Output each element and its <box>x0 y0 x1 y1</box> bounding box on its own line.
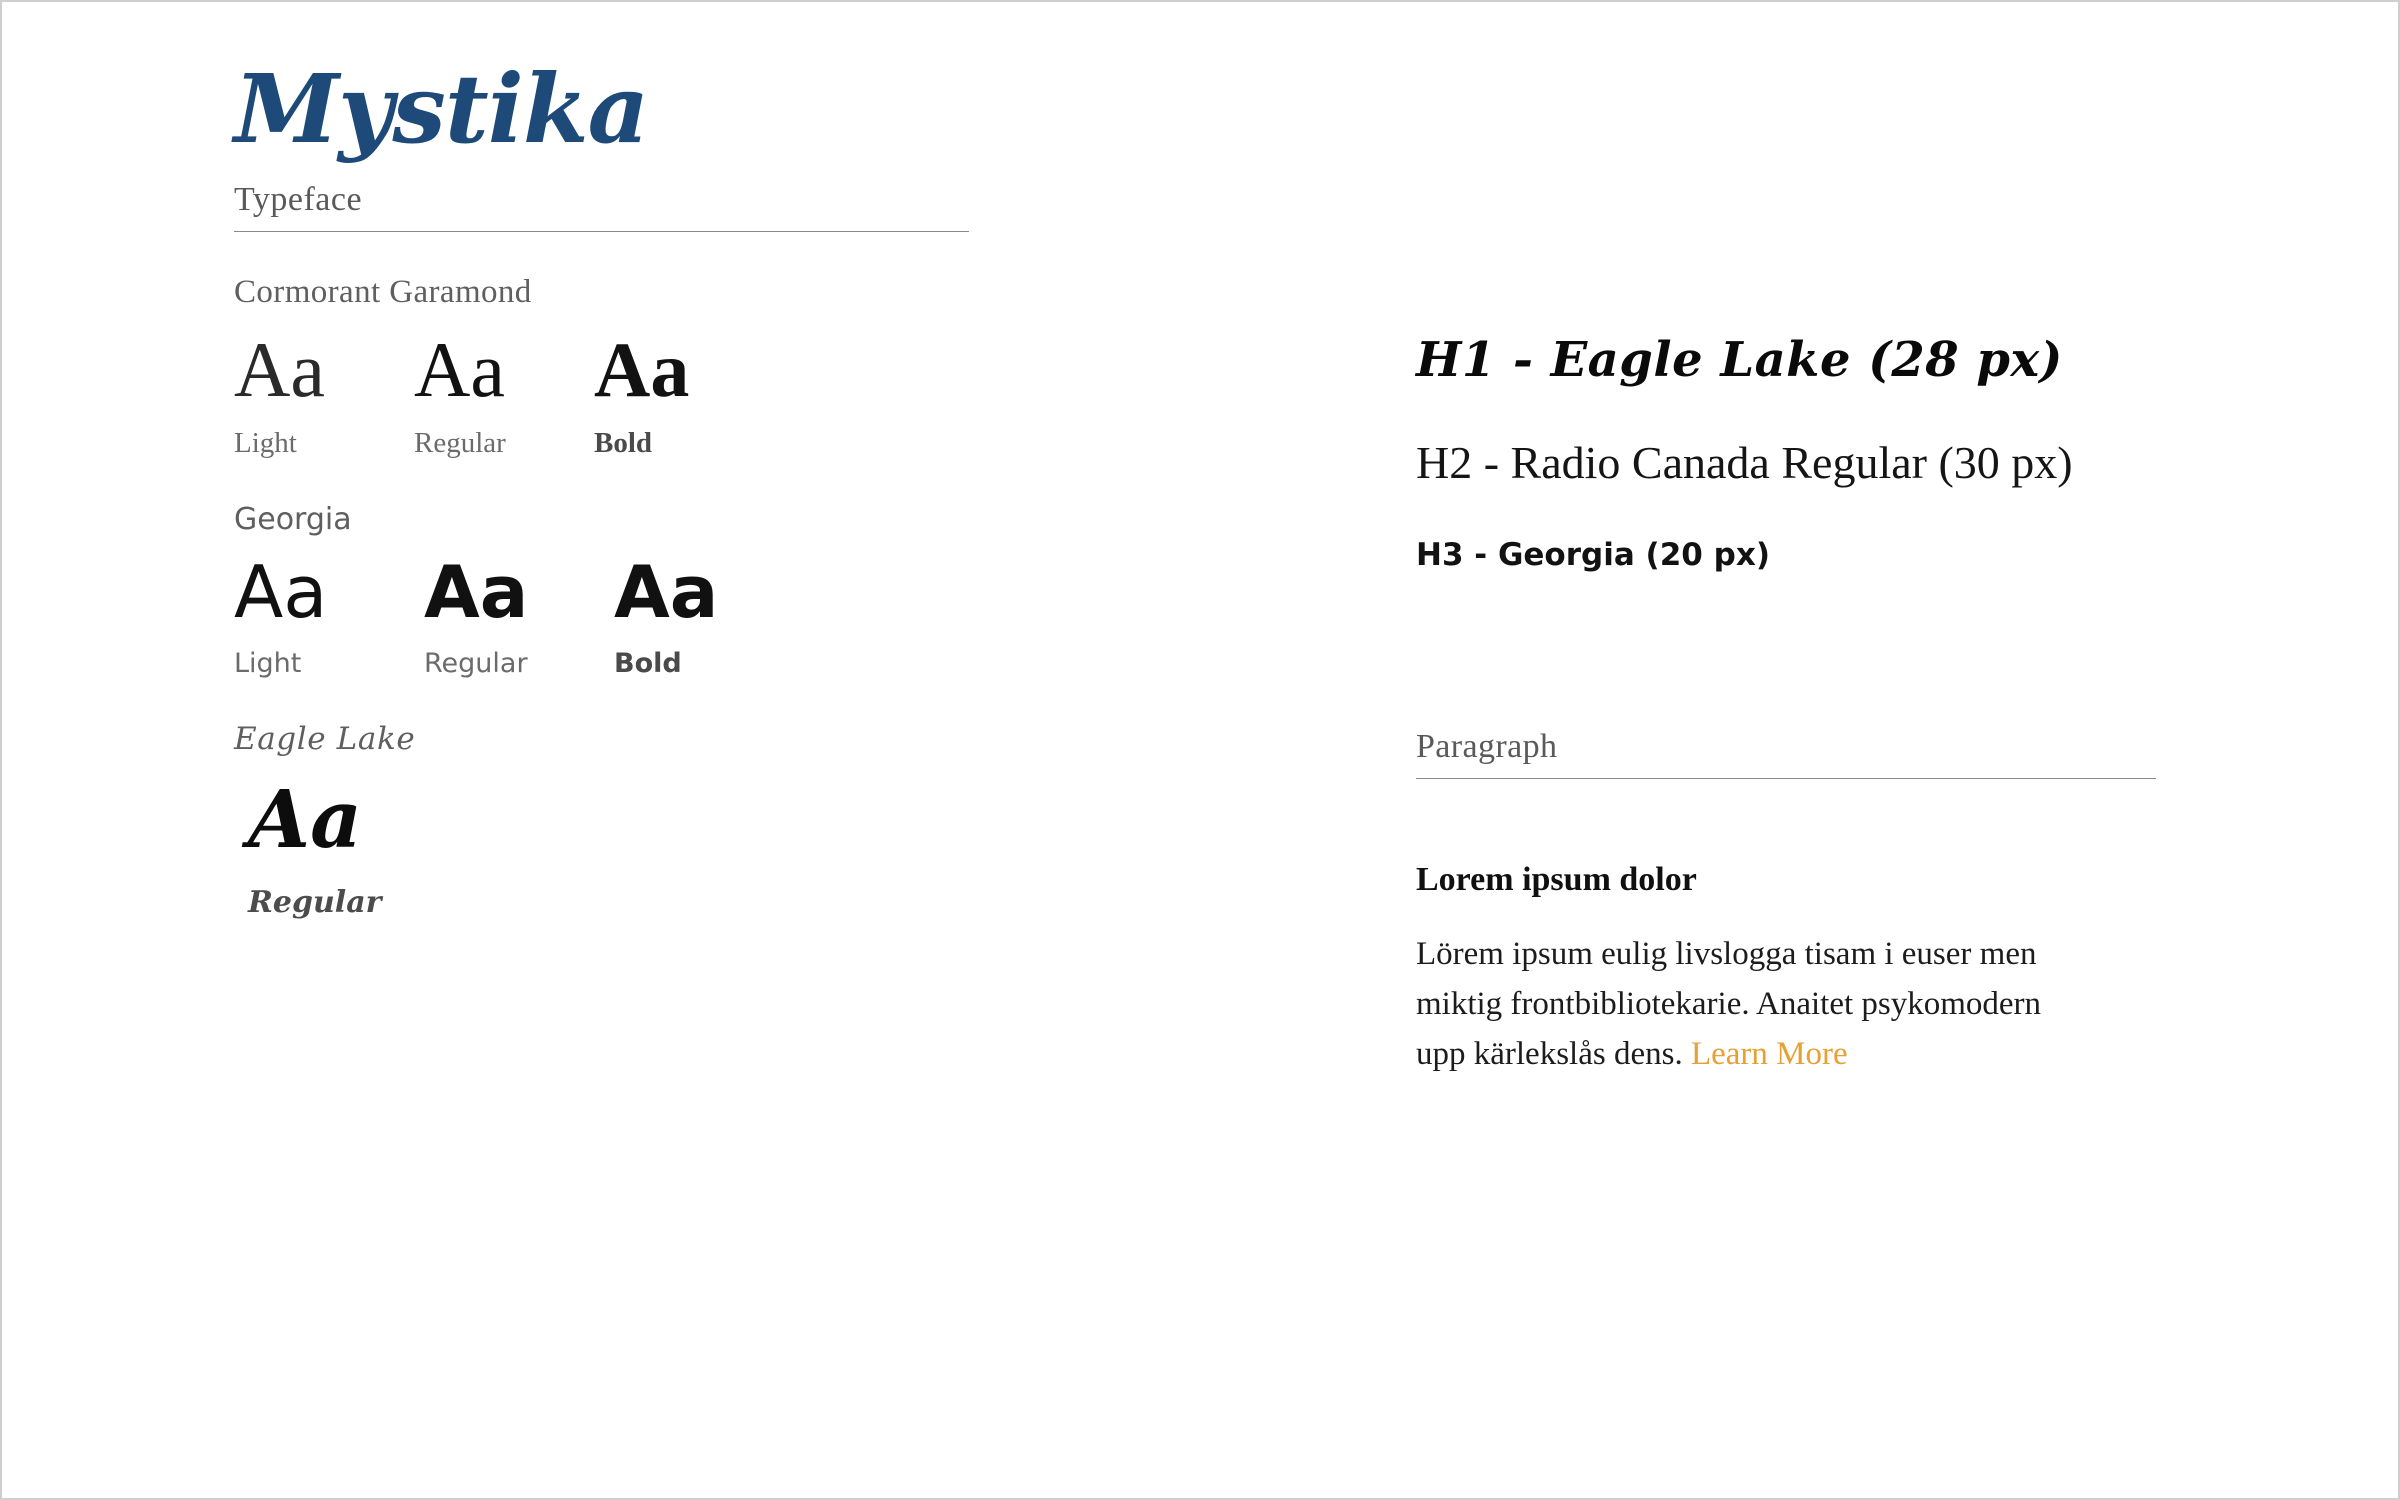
specimen-weight-label: Light <box>234 647 302 679</box>
type-scale-panel <box>1416 332 2236 1079</box>
heading-3-sample: H3 - Georgia (20 px) <box>1416 537 1771 573</box>
specimen-weight-label: Bold <box>614 647 682 679</box>
paragraph-body-text: Lörem ipsum eulig livslogga tisam i euser men miktig frontbibliotekarie. Anaitet psykomodern upp kärlekslås dens. <box>1416 936 2042 1073</box>
typeface-section-divider <box>234 231 969 232</box>
font-family-block-eagle-lake <box>234 721 1134 920</box>
specimen-bold <box>594 327 774 460</box>
specimen-glyph: Aa <box>234 549 328 634</box>
specimen-glyph: Aa <box>234 326 325 413</box>
font-family-name: Georgia <box>234 501 352 537</box>
specimen-weight-label: Regular <box>248 884 382 920</box>
specimen-glyph: Aa <box>248 771 362 866</box>
specimen-bold <box>614 549 804 679</box>
specimen-glyph: Aa <box>414 326 505 413</box>
specimen-regular <box>414 327 594 460</box>
specimen-weight-label: Bold <box>594 426 653 459</box>
font-family-name: Cormorant Garamond <box>234 274 532 310</box>
paragraph-section-label: Paragraph <box>1416 728 1558 765</box>
font-family-name: Eagle Lake <box>234 720 416 757</box>
brand-title: Mystika <box>234 54 649 165</box>
heading-1-sample: H1 - Eagle Lake (28 px) <box>1416 332 2063 388</box>
font-family-block-georgia <box>234 502 1134 679</box>
specimen-glyph: Aa <box>424 549 529 634</box>
specimen-light <box>234 327 414 460</box>
specimen-regular <box>424 549 614 679</box>
specimen-weight-label: Light <box>234 426 297 459</box>
specimen-row <box>234 549 1134 679</box>
learn-more-link[interactable]: Learn More <box>1690 1036 1848 1073</box>
paragraph-heading: Lorem ipsum dolor <box>1416 861 1697 898</box>
specimen-light <box>234 549 424 679</box>
specimen-weight-label: Regular <box>424 647 528 679</box>
font-family-block-cormorant-garamond <box>234 274 1134 460</box>
specimen-weight-label: Regular <box>414 426 506 459</box>
typeface-panel <box>234 54 1134 920</box>
typeface-section-label: Typeface <box>234 181 363 218</box>
specimen-glyph: Aa <box>594 326 690 413</box>
heading-2-sample: H2 - Radio Canada Regular (30 px) <box>1416 437 2073 488</box>
paragraph-body <box>1416 929 2056 1079</box>
specimen-row <box>234 771 1134 920</box>
specimen-glyph: Aa <box>614 549 719 634</box>
paragraph-section-divider <box>1416 778 2156 779</box>
specimen-row <box>234 327 1134 460</box>
